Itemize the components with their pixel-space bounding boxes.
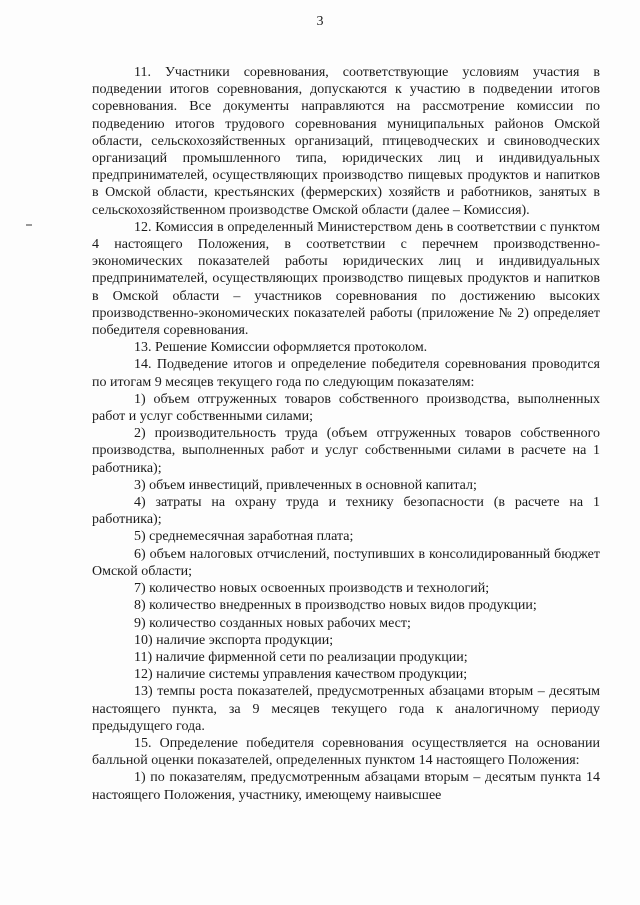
list-item-12: 12) наличие системы управления качеством продукции; — [134, 667, 468, 683]
paragraph-14: 14. Подведение итогов и определение победителя соревнования проводится по итогам 9 месяцев текущего года по следующим показателям: — [92, 357, 600, 390]
paragraph-11: 11. Участники соревнования, соответствующие условиям участия в подведении итогов соревнования, допускаются к участию в подведении итогов соревнования. Все документы направляются на рассмотрение комиссии по подведению итогов трудового соревнования муниципальных районов Омской области, сельскохозяйственных организаций, птицеводческих и свиноводческих организаций промышленного типа, юридических лиц и индивидуальных предпринимателей, осуществляющих производство пищевых продуктов и напитков в Омской области, крестьянских (фермерских) хозяйств и работников, занятых в сельскохозяйственном производстве Омской области (далее – Комиссия). — [92, 65, 600, 218]
page-number: 3 — [316, 14, 324, 29]
list-item-3: 3) объем инвестиций, привлеченных в основной капитал; — [134, 477, 477, 493]
list-item-15-1: 1) по показателям, предусмотренным абзацами вторым – десятым пункта 14 настоящего Положения, участнику, имеющему наивысшее — [92, 770, 600, 803]
list-item-10: 10) наличие экспорта продукции; — [134, 632, 334, 648]
list-item-13: 13) темпы роста показателей, предусмотренных абзацами вторым – десятым настоящего пункта, за 9 месяцев текущего года к аналогичному периоду предыдущего года. — [92, 684, 600, 734]
list-item-7: 7) количество новых освоенных производств и технологий; — [134, 581, 490, 597]
list-item-9: 9) количество созданных новых рабочих мест; — [134, 615, 411, 631]
list-item-5: 5) среднемесячная заработная плата; — [134, 529, 354, 545]
list-item-1: 1) объем отгруженных товаров собственного производства, выполненных работ и услуг собственными силами; — [92, 391, 600, 425]
list-item-11: 11) наличие фирменной сети по реализации продукции; — [134, 649, 468, 665]
list-item-6: 6) объем налоговых отчислений, поступивших в консолидированный бюджет Омской области; — [92, 546, 600, 579]
paragraph-15: 15. Определение победителя соревнования осуществляется на основании балльной оценки показателей, определенных пунктом 14 настоящего Положения: — [92, 735, 600, 769]
paragraph-12: 12. Комиссия в определенный Министерством день в соответствии с пунктом 4 настоящего Положения, в соответствии с перечнем производственно-экономических показателей работы юридических лиц и индивидуальных предпринимателей, осуществляющих производство пищевых продуктов и напитков в Омской области – участников соревнования по достижению высоких производственно-экономических показателей работы (приложение № 2) определяет победителя соревнования. — [92, 219, 600, 339]
scan-mark — [26, 224, 32, 226]
paragraph-13: 13. Решение Комиссии оформляется протоколом. — [134, 340, 428, 356]
document-body — [92, 64, 600, 804]
list-item-8: 8) количество внедренных в производство новых видов продукции; — [134, 598, 537, 614]
list-item-4: 4) затраты на охрану труда и технику безопасности (в расчете на 1 работника); — [92, 495, 600, 528]
list-item-2: 2) производительность труда (объем отгруженных товаров собственного производства, выполненных работ и услуг собственными силами в расчете на 1 работника); — [92, 426, 600, 476]
